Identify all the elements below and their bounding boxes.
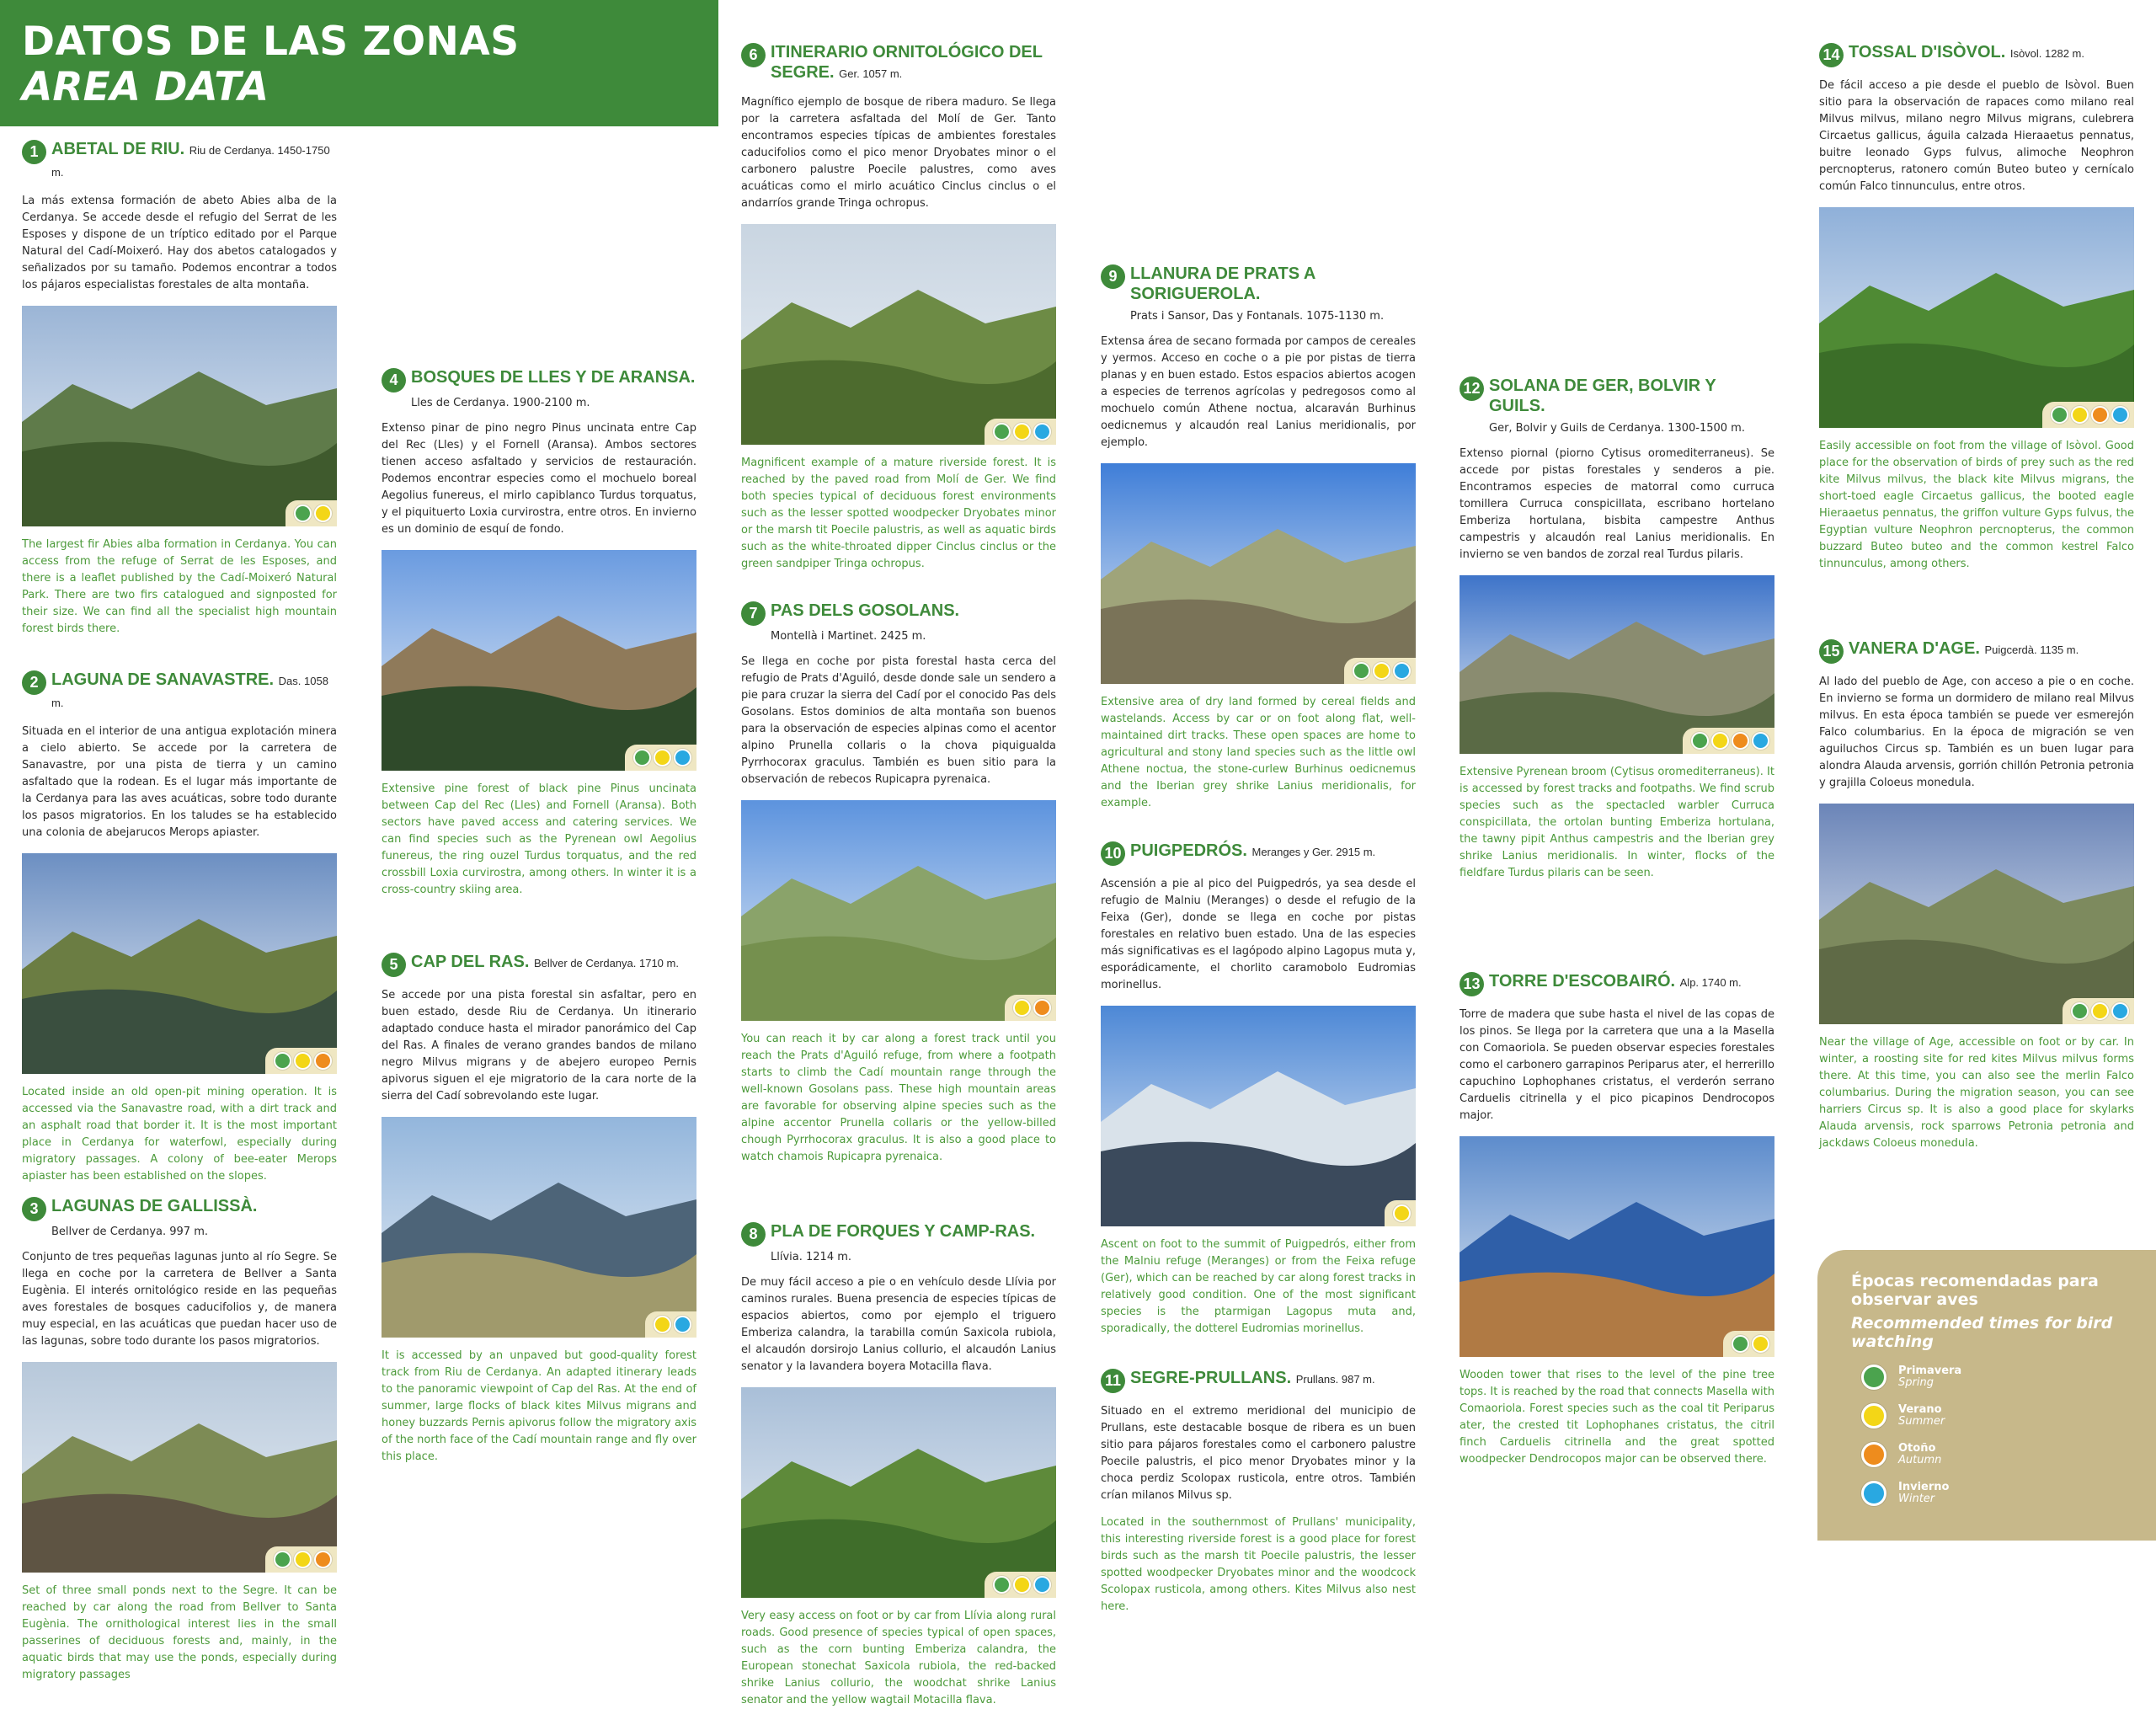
zone-number: 12 [1460,377,1484,401]
zone-heading [22,1196,337,1221]
zone-description-en: The largest fir Abies alba formation in Cerdanya. You can access from the refuge of Serrat de les Esposes, and there is a leaflet published by the Cadí-Moixeró Natural Park. There are two firs catalogued and signposted for their size. We can find all the specialist high mountain forest birds there. [22,538,337,635]
season-summer-icon [314,505,332,522]
zone-description-es: Situada en el interior de una antigua explotación minera a cielo abierto. Se accede por la carretera de Sanavastre, por una pista de tierra y un camino asfaltado que la rodean. Es el lugar más importante de la Cerdanya para las aves acuáticas, sobre todo durante los pasos migratorios. En los taludes se ha establecido una colonia de abejarucos Merops apiaster. [22,725,337,839]
season-badges [985,419,1056,445]
legend-label [1898,1443,1941,1466]
zone-title [771,601,959,622]
zone-location: Montellà i Martinet. 2425 m. [771,630,926,643]
zone-title [1489,971,1742,993]
zone-section-13 [1460,971,1774,1468]
zone-title [51,1196,257,1218]
zone-heading [1101,264,1416,306]
zone-description-en: Magnificent example of a mature riverside forest. It is reached by the paved road from Molí de Ger. We find both species typical of deciduous forest environments such as the lesser spotted woodpecker Dryobates minor or the marsh tit Poecile palustris, as well as aquatic birds such as the white-throated dipper Cinclus cinclus or the green sandpiper Tringa ochropus. [741,457,1056,570]
zone-description-es: De fácil acceso a pie desde el pueblo de Isòvol. Buen sitio para la observación de rapaces como milano real Milvus milvus, milano negro Milvus migrans, culebrera Circaetus gallicus, águila calzada Hieraaetus pennatus, buitre leonado Gyps fulvus, alimoche Neophron percnopterus, ratonero común Buteo buteo y cernícalo común Falco tinnunculus, entre otros. [1819,79,2134,193]
season-winter-icon [674,749,691,766]
zone-number: 2 [22,670,46,695]
zone-title [1489,376,1774,418]
zone-title [771,42,1056,84]
photo-image [1460,1136,1774,1357]
season-badges [1683,728,1774,754]
season-winter-icon [1752,732,1769,750]
zone-photo [1101,463,1416,684]
zone-number: 9 [1101,264,1125,289]
zone-location-inline: Riu de Cerdanya. 1450-1750 m. [51,144,330,179]
season-summer-icon [294,1551,312,1568]
zone-section-8 [741,1221,1056,1709]
zone-title-text: TOSSAL D'ISÒVOL. [1849,43,2006,61]
season-summer-icon [2091,1002,2109,1020]
zone-description-es: Extensa área de secano formada por campos de cereales y yermos. Acceso en coche o a pie por pistas de tierra planas y en buen estado. Estos espacios abiertos acogen a especies de terrenos agrícolas y pedregosos como al mochuelo común Athene noctua, alcaraván Burhinus oedicnemus y alcaudón real Lanius meridionalis, por ejemplo. [1101,335,1416,449]
season-summer-icon [1393,1204,1411,1222]
photo-image [741,224,1056,445]
zone-heading [1460,971,1774,996]
zone-photo [741,1387,1056,1598]
zone-title [1130,264,1416,306]
zone-title-text: CAP DEL RAS. [411,953,530,971]
zone-location: Llívia. 1214 m. [771,1251,852,1263]
zone-title-text: SEGRE-PRULLANS. [1130,1369,1292,1387]
season-spring-icon [1691,732,1709,750]
zone-location: Lles de Cerdanya. 1900-2100 m. [411,397,590,409]
legend-label-en: Summer [1898,1415,1945,1428]
season-spring-icon [993,423,1011,441]
zone-description-es: Se accede por una pista forestal sin asfaltar, pero en buen estado, desde Riu de Cerdanya. Un itinerario adaptado conduce hasta el mirador panorámico del Cap del Ras. A finales de verano grandes bandos de milano negro Milvus migrans y de abejero europeo Pernis apivorus siguen el eje migratorio de la cara norte de la sierra del Cadí sobrevolando este lugar. [382,989,696,1103]
season-winter-icon [2111,1002,2129,1020]
zone-title [411,952,679,974]
season-badges [1385,1200,1416,1226]
zone-title [1849,42,2084,64]
zone-title-text: LAGUNAS DE GALLISSÀ. [51,1197,258,1215]
season-badges [265,1048,337,1074]
zone-heading [1101,1368,1416,1393]
zone-section-2 [22,670,337,1185]
zone-number: 14 [1819,43,1844,67]
zone-section-9 [1101,264,1416,812]
zone-section-7 [741,601,1056,1166]
zone-description-en: It is accessed by an unpaved but good-quality forest track from Riu de Cerdanya. An adapted itinerary leads to the panoramic viewpoint of Cap del Ras. At the end of summer, large flocks of black kites Milvus migrans and honey buzzards Pernis apivorus follow the migratory axis of the north face of the Cadí mountain range and fly over this place. [382,1349,696,1463]
zone-section-14 [1819,42,2134,573]
season-spring-icon [1732,1335,1749,1353]
season-badges [1005,995,1056,1021]
zone-heading [1460,376,1774,418]
season-spring-icon [274,1551,291,1568]
zone-description-en: Wooden tower that rises to the level of the pine tree tops. It is reached by the road that connects Masella with Comaoriola. Forest species such as the coal tit Periparus ater, the crested tit Lophophanes cristatus, the citril finch Carduelis citrinella and the great spotted woodpecker Dendrocopos major can be observed there. [1460,1369,1774,1466]
season-summer-icon [294,1052,312,1070]
zone-section-1 [22,139,337,638]
zone-description-es: Ascensión a pie al pico del Puigpedrós, ya sea desde el refugio de Malniu (Meranges) o desde el refugio de la Feixa (Ger), donde se llega en coche por pistas forestales en relativo buen estado. Una de las especies más significativas es el lagópodo alpino Lagopus muta y, esporádicamente, el chorlito caramobolo Eudromias morinellus. [1101,878,1416,991]
season-winter-icon [1393,662,1411,680]
zone-title-text: LLANURA DE PRATS A SORIGUEROLA. [1130,264,1315,303]
season-autumn-icon [314,1551,332,1568]
zone-heading [741,601,1056,626]
legend-item-autumn [1861,1442,2139,1467]
season-badges [985,1572,1056,1598]
zone-heading [1101,841,1416,866]
photo-image [1101,463,1416,684]
zone-title [1849,638,2079,660]
zone-location-inline: Alp. 1740 m. [1679,976,1742,989]
season-summer-icon [654,749,671,766]
season-spring-icon [633,749,651,766]
zone-number: 4 [382,368,406,393]
season-legend [1817,1250,2156,1541]
season-winter-icon [674,1316,691,1333]
zone-heading [741,1221,1056,1247]
zone-section-6 [741,42,1056,573]
legend-label-en: Spring [1898,1376,1934,1389]
zone-section-4 [382,367,696,899]
season-badges [645,1311,696,1338]
season-spring-icon [294,505,312,522]
zone-section-12 [1460,376,1774,882]
zone-photo [1460,575,1774,754]
zone-photo [1819,207,2134,428]
zone-title-text: PUIGPEDRÓS. [1130,841,1247,860]
season-summer-icon [1013,999,1031,1017]
legend-label-en: Autumn [1898,1454,1942,1466]
zone-description-es: Se llega en coche por pista forestal hasta cerca del refugio de Prats d'Aguiló, desde donde sale un sendero a pie para cruzar la sierra del Cadí por el conocido Pas dels Gosolans. Estos dominios de alta montaña son buenos para la observación de especies alpinas como el acentor alpino Prunella collaris o la chova piquigualda Pyrrhocorax graculus. También es buen sitio para la observación de rebecos Rupicapra pyrenaica. [741,655,1056,786]
season-spring-icon [993,1576,1011,1594]
zone-title [51,670,337,713]
zone-title [411,367,695,389]
zone-title-text: SOLANA DE GER, BOLVIR Y GUILS. [1489,377,1716,415]
season-winter-icon [1861,1481,1886,1506]
zone-location-inline: Das. 1058 m. [51,675,328,709]
legend-title-en: Recommended times for bird watching [1851,1314,2113,1351]
zone-heading [1819,42,2134,67]
zone-location-inline: Bellver de Cerdanya. 1710 m. [533,957,679,969]
zone-description-en: You can reach it by car along a forest track until you reach the Prats d'Aguiló refuge, from where a footpath starts to climb the Cadí mountain range through the well-known Gosolans pass. These high mountain areas are favorable for observing alpine species such as the alpine accentor Prunella collaris or the yellow-billed chough Pyrrhocorax graculus. It is also a good place to watch chamois Rupicapra pyrenaica. [741,1033,1056,1163]
page-banner [0,0,718,126]
season-badges [625,745,696,771]
zone-description-es: Torre de madera que sube hasta el nivel de las copas de los pinos. Se llega por la carretera que una a la Masella con Comaoriola. Se pueden observar especies forestales como el carbonero garrapinos Periparus ater, el herrerillo capuchino Lophophanes cristatus, el verderón serrano Carduelis citrinella y el pico picapinos Dendrocopos major. [1460,1008,1774,1122]
legend-label [1898,1365,1961,1389]
season-spring-icon [1353,662,1370,680]
zone-title [1130,841,1375,863]
season-winter-icon [1033,1576,1051,1594]
zone-number: 3 [22,1197,46,1221]
zone-title-text: TORRE D'ESCOBAIRÓ. [1489,972,1676,991]
season-autumn-icon [1732,732,1749,750]
zone-description-en: Extensive pine forest of black pine Pinus uncinata between Cap del Rec (Lles) and Fornell (Aransa). Both sectors have paved access and catering services. We can find species such as the Pyrenean owl Aegolius funereus, the ring ouzel Turdus torquatus, and the red crossbill Loxia curvirostra, among others. In winter it is a cross-country skiing area. [382,782,696,896]
season-autumn-icon [2091,406,2109,424]
zone-title-text: PLA DE FORQUES Y CAMP-RAS. [771,1222,1036,1241]
season-autumn-icon [314,1052,332,1070]
zone-location-inline: Meranges y Ger. 2915 m. [1251,846,1376,858]
legend-label-es: Verano [1898,1403,1942,1416]
zone-number: 8 [741,1222,766,1247]
season-spring-icon [274,1052,291,1070]
photo-image [741,800,1056,1021]
zone-location-inline: Ger. 1057 m. [839,67,903,80]
season-badges [2063,998,2134,1024]
zone-location: Ger, Bolvir y Guils de Cerdanya. 1300-1500 m. [1489,422,1745,435]
zone-location: Bellver de Cerdanya. 997 m. [51,1226,209,1238]
season-spring-icon [2071,1002,2089,1020]
zone-description-es: Conjunto de tres pequeñas lagunas junto al río Segre. Se llega en coche por la carretera de Bellver a Santa Eugènia. El interés ornitológico reside en las pequeñas aves forestales de bosques caducifolios y, de manera muy especial, en las acuáticas que puedan hacer uso de las lagunas, sobre todo durante los pasos migratorios. [22,1251,337,1348]
season-summer-icon [1752,1335,1769,1353]
season-summer-icon [1861,1403,1886,1429]
season-summer-icon [2071,406,2089,424]
zone-photo [382,550,696,771]
zone-location: Prats i Sansor, Das y Fontanals. 1075-1130 m. [1130,310,1385,323]
zone-section-3 [22,1196,337,1684]
season-badges [265,1546,337,1573]
zone-title-text: VANERA D'AGE. [1849,639,1980,658]
zone-photo [741,224,1056,445]
zone-description-es: Situado en el extremo meridional del municipio de Prullans, este destacable bosque de ribera es un buen sitio para pájaros forestales como el carbonero palustre Poecile palustris, el pico menor Dryobates minor y la choca perdiz Scolopax rusticola, entre otros. También crían milanos Milvus sp. [1101,1405,1416,1502]
banner-title-es: DATOS DE LAS ZONAS [22,19,520,65]
zone-title [1130,1368,1375,1390]
zone-description-es: La más extensa formación de abeto Abies alba de la Cerdanya. Se accede desde el refugio del Serrat de les Esposes y dispone de un tríptico editado por el Parque Natural del Cadí-Moixeró. Hay dos abetos catalogados y señalizados por su tamaño. Podemos encontrar a todos los pájaros especialistas forestales de alta montaña. [22,195,337,291]
photo-image [1819,207,2134,428]
zone-location-inline: Isòvol. 1282 m. [2009,47,2084,60]
zone-description-es: Al lado del pueblo de Age, con acceso a pie o en coche. En invierno se forma un dormidero de milano real Milvus milvus. En esta época también se puede ver esmerejón Falco columbarius. En la época de migración se ven aguiluchos Circus sp. También es un buen lugar para alondra Alauda arvensis, gorrión chillón Petronia petronia y grajilla Coloeus monedula. [1819,676,2134,789]
legend-label-es: Invierno [1898,1481,1950,1493]
season-badges [1344,658,1416,684]
legend-label [1898,1404,1945,1428]
zone-description-en: Extensive area of dry land formed by cereal fields and wastelands. Access by car or on foot along flat, well-maintained dirt tracks. These open spaces are home to agricultural and stony land species such as the little owl Athene noctua, the stone-curlew Burhinus oedicnemus and the Iberian grey shrike Lanius meridionalis, for example. [1101,696,1416,809]
season-summer-icon [1373,662,1390,680]
season-summer-icon [1013,1576,1031,1594]
legend-label-en: Winter [1898,1493,1935,1505]
zone-heading [741,42,1056,84]
zone-description-en: Located inside an old open-pit mining operation. It is accessed via the Sanavastre road, with a dirt track and an asphalt road that border it. It is the most important place in Cerdanya for waterfowl, especially during migratory passages. A colony of bee-eater Merops apiaster has been established on the slopes. [22,1086,337,1183]
zone-location-inline: Prullans. 987 m. [1295,1373,1375,1386]
zone-photo [741,800,1056,1021]
zone-description-en: Ascent on foot to the summit of Puigpedrós, either from the Malniu refuge (Meranges) or from the Feixa refuge (Ger), which can be reached by car along forest tracks in relatively good condition. One of the most significant species is the ptarmigan Lagopus muta and, sporadically, the dotterel Eudromias morinellus. [1101,1238,1416,1335]
legend-label-es: Primavera [1898,1365,1962,1377]
photo-image [1101,1006,1416,1226]
legend-item-winter [1861,1481,2139,1506]
season-winter-icon [2111,406,2129,424]
photo-image [382,550,696,771]
legend-item-summer [1861,1403,2139,1429]
banner-title-en: AREA DATA [22,64,270,110]
zone-photo [382,1117,696,1338]
zone-description-en: Set of three small ponds next to the Segre. It can be reached by car along the road from Bellver to Santa Eugènia. The ornithological interest lies in the small passerines of deciduous forests and, mainly, in the aquatic birds that may use the ponds, especially during migratory passages [22,1584,337,1681]
zone-heading [1819,638,2134,664]
legend-label-es: Otoño [1898,1442,1936,1455]
zone-number: 11 [1101,1369,1125,1393]
zone-number: 15 [1819,639,1844,664]
season-spring-icon [1861,1365,1886,1390]
zone-number: 10 [1101,841,1125,866]
zone-photo [1460,1136,1774,1357]
zone-heading [22,139,337,183]
zone-description-en: Easily accessible on foot from the village of Isòvol. Good place for the observation of birds of prey such as the red kite Milvus milvus, the black kite Milvus migrans, the short-toed eagle Circaetus gallicus, the booted eagle Hieraaetus pennatus, the griffon vulture Gyps fulvus, the Egyptian vulture Neophron percnopterus, the common buzzard Buteo buteo and the common kestrel Falco tinnunculus, among others. [1819,440,2134,570]
zone-title-text: PAS DELS GOSOLANS. [771,601,960,620]
zone-title-text: ITINERARIO ORNITOLÓGICO DEL SEGRE. [771,43,1043,82]
season-summer-icon [1013,423,1031,441]
photo-image [22,306,337,526]
season-summer-icon [1711,732,1729,750]
season-badges [2042,402,2134,428]
zone-title [771,1221,1035,1243]
zone-title-text: ABETAL DE RIU. [51,140,185,158]
zone-description-es: Extenso piornal (piorno Cytisus oromediterraneus). Se accede por pistas forestales y senderos a pie. Encontramos especies de matorral como curruca tomillera Curruca conspicillata, escribano hortelano Emberiza hortulana, bisbita campestre Anthus campestris y alcaudón real Lanius meridionalis. En invierno se ven bandos de zorzal real Turdus pilaris. [1460,447,1774,561]
zone-description-en: Near the village of Age, accessible on foot or by car. In winter, a roosting site for red kites Milvus milvus forms there. At this time, you can also see the merlin Falco columbarius. During the migration season, you can see harriers Circus sp. It is also a good place for skylarks Alauda arvensis, rock sparrows Petronia petronia and jackdaws Coloeus monedula. [1819,1036,2134,1150]
zone-heading [382,367,696,393]
zone-photo [22,853,337,1074]
legend-label [1898,1482,1949,1505]
zone-description-es: Magnífico ejemplo de bosque de ribera maduro. Se llega por la carretera asfaltada del Molí de Ger. Tanto encontramos especies típicas de ambientes forestales caducifolios como el pico menor Dryobates minor o el carbonero palustre Poecile palustres, como aves acuáticas como el mirlo acuático Cinclus cinclus o el andarríos grande Tringa ochropus. [741,96,1056,210]
zone-description-es: Extenso pinar de pino negro Pinus uncinata entre Cap del Rec (Lles) y el Fornell (Aransa). Ambos sectores tienen acceso asfaltado y servicios de restauración. Podemos encontrar especies como el mochuelo boreal Aegolius funereus, el mirlo capiblanco Turdus torquatus, y el piquituerto Loxia curvirostra, entre otros. En invierno es un dominio de esquí de fondo. [382,422,696,536]
legend-item-spring [1861,1365,2139,1390]
photo-image [382,1117,696,1338]
zone-photo [1819,804,2134,1024]
season-summer-icon [654,1316,671,1333]
zone-photo [22,1362,337,1573]
zone-title-text: LAGUNA DE SANAVASTRE. [51,670,275,689]
zone-photo [22,306,337,526]
season-badges [286,500,337,526]
zone-section-15 [1819,638,2134,1152]
zone-description-en: Extensive Pyrenean broom (Cytisus oromediterraneus). It is accessed by forest tracks and footpaths. We find scrub species such as the spectacled warbler Curruca conspicillata, the ortolan bunting Emberiza hortulana, the tawny pipit Anthus campestris and the Iberian grey shrike Lanius meridionalis. In winter, flocks of the fieldfare Turdus pilaris can be seen. [1460,766,1774,879]
season-autumn-icon [1861,1442,1886,1467]
zone-number: 1 [22,140,46,164]
photo-image [22,853,337,1074]
zone-title [51,139,337,183]
legend-title-es: Épocas recomendadas para observar aves [1851,1272,2099,1309]
zone-description-en: Very easy access on foot or by car from Llívia along rural roads. Good presence of species typical of open spaces, such as the corn bunting Emberiza calandra, the European stonechat Saxicola rubiola, the red-backed shrike Lanius collurio, the woodchat shrike Lanius senator and the yellow wagtail Motacilla flava. [741,1610,1056,1706]
zone-number: 5 [382,953,406,977]
season-badges [1723,1331,1774,1357]
zone-heading [382,952,696,977]
season-spring-icon [2051,406,2068,424]
zone-location-inline: Puigcerdà. 1135 m. [1984,644,2079,656]
photo-image [1819,804,2134,1024]
zone-number: 13 [1460,972,1484,996]
zone-title-text: BOSQUES DE LLES Y DE ARANSA. [411,368,696,387]
photo-image [22,1362,337,1573]
zone-description-en: Located in the southernmost of Prullans' municipality, this interesting riverside forest is a good place for forest birds such as the marsh tit Poecile palustris, the lesser spotted woodpecker Dryobates minor and the woodcock Scolopax rusticola, among others. Kites Milvus also nest here. [1101,1516,1416,1613]
zone-section-11 [1101,1368,1416,1616]
season-winter-icon [1033,423,1051,441]
zone-section-5 [382,952,696,1466]
zone-photo [1101,1006,1416,1226]
zone-number: 6 [741,43,766,67]
season-autumn-icon [1033,999,1051,1017]
photo-image [741,1387,1056,1598]
zone-section-10 [1101,841,1416,1338]
zone-number: 7 [741,601,766,626]
zone-heading [22,670,337,713]
zone-description-es: De muy fácil acceso a pie o en vehículo desde Llívia por caminos rurales. Buena presencia de especies típicas de espacios abiertos, como por ejemplo el triguero Emberiza calandra, la tarabilla común Saxicola rubiola, el alcaudón dorsirojo Lanius collurio, el alcaudón Lanius senator y la lavandera boyera Motacilla flava. [741,1276,1056,1373]
